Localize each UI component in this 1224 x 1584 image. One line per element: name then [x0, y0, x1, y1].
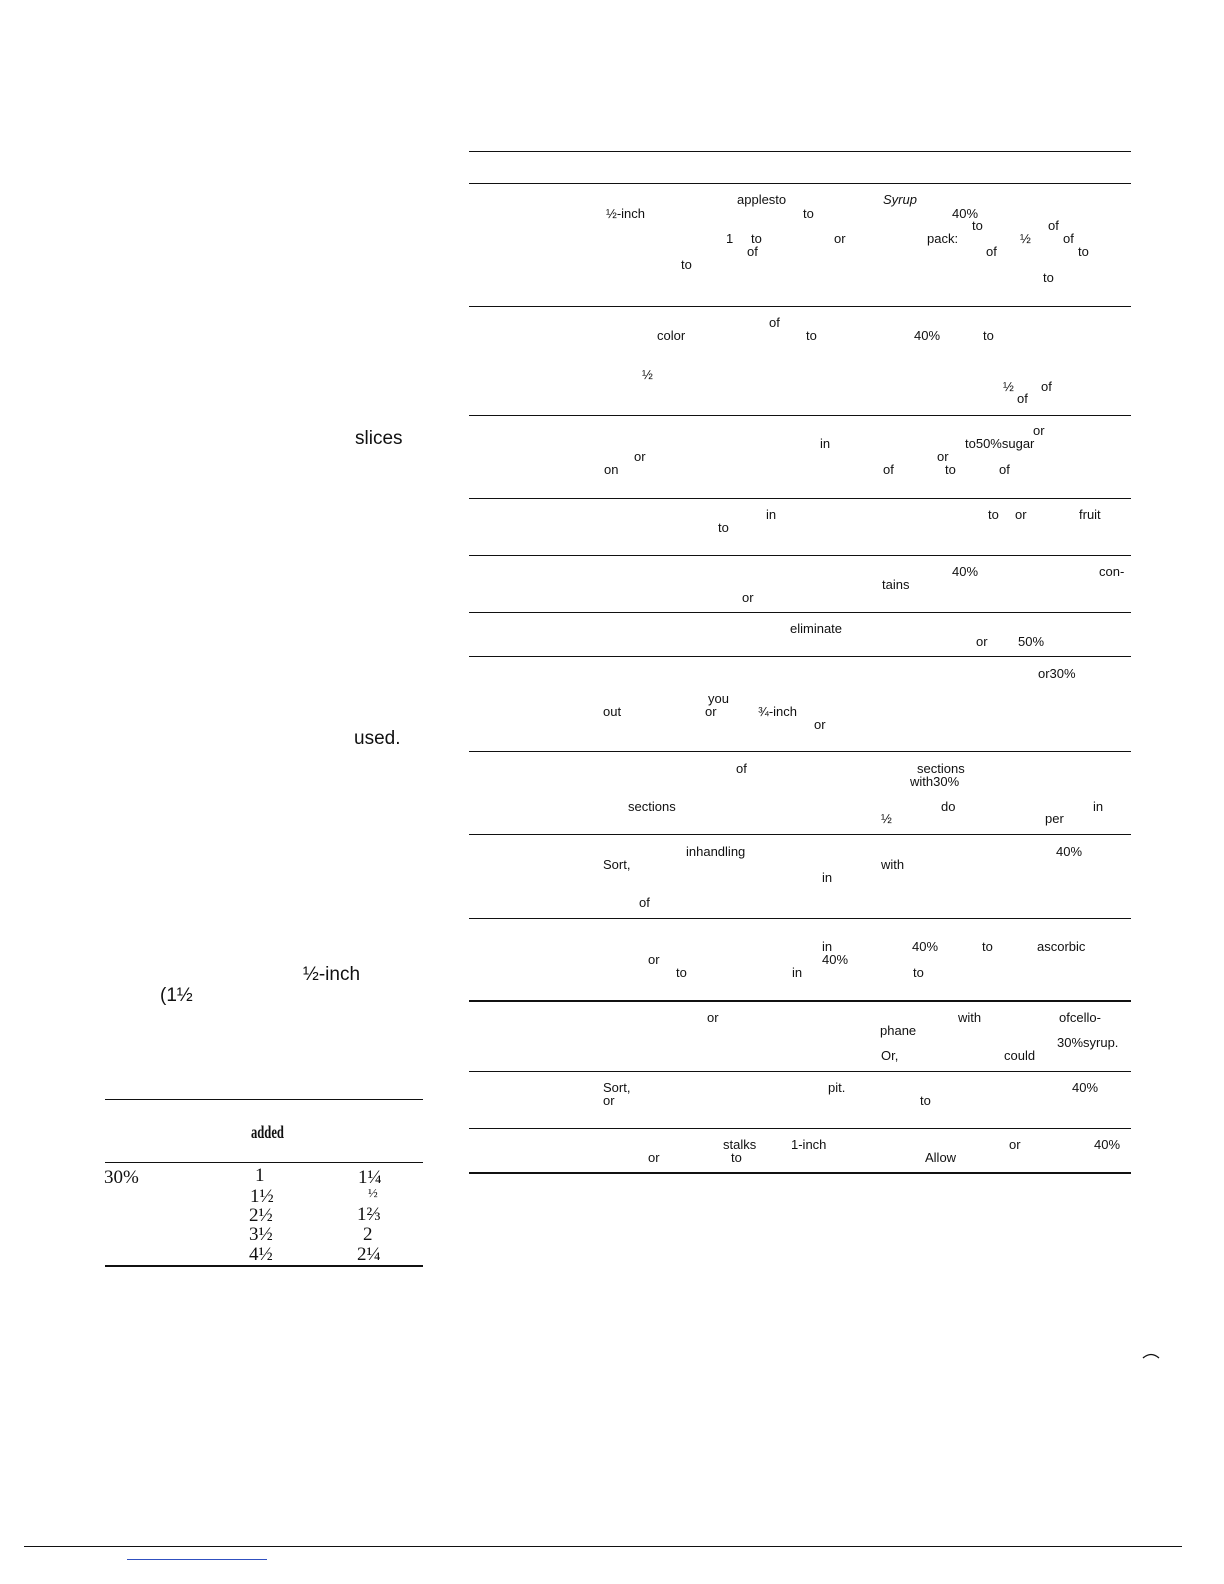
main-table-bottom-rule — [469, 1172, 1131, 1174]
row8-text: sections — [628, 799, 676, 814]
row1-text: to — [681, 257, 692, 272]
footer-rule — [24, 1546, 1182, 1547]
row13-text: or — [648, 1150, 660, 1165]
row1-text: Syrup — [883, 192, 917, 207]
row10-text: to — [676, 965, 687, 980]
row1-text: of — [747, 244, 758, 259]
main-table-row-rule — [469, 1000, 1131, 1002]
row4-text: or — [1015, 507, 1027, 522]
row7-text: or — [705, 704, 717, 719]
row13-text: Allow — [925, 1150, 957, 1165]
main-table-row-rule — [469, 306, 1131, 307]
row9-text: Sort, — [603, 857, 631, 872]
row13-text: to — [731, 1150, 742, 1165]
row1-text: to — [972, 218, 983, 233]
row8-text: do — [941, 799, 956, 814]
row5-text: 40% — [952, 564, 979, 579]
sugar-table-cell: 1¼ — [358, 1167, 382, 1188]
main-table-row-rule — [469, 612, 1131, 613]
row5-text: con- — [1099, 564, 1125, 579]
row2-text: of — [1041, 379, 1052, 394]
row1-text: applesto — [737, 192, 787, 207]
row1-text: to — [751, 231, 762, 246]
row5-text: tains — [882, 577, 910, 592]
row3-text: to — [945, 462, 956, 477]
row12-text: or — [603, 1093, 615, 1108]
row8-text: with30% — [910, 774, 960, 789]
row1-text: of — [1063, 231, 1074, 246]
row3-text: or — [634, 449, 646, 464]
left-text-used: used. — [354, 728, 401, 749]
footer-link-underline[interactable] — [127, 1559, 267, 1560]
row3-text: of — [999, 462, 1010, 477]
left-text-half-inch: ½-inch — [303, 964, 361, 985]
main-table-row-rule — [469, 415, 1131, 416]
sugar-table-cell: 1½ — [250, 1186, 274, 1207]
row10-text: to — [982, 939, 993, 954]
row5-text: or — [742, 590, 754, 605]
row10-text: ascorbic — [1037, 939, 1086, 954]
main-table-row-rule — [469, 1128, 1131, 1129]
row1-text: 40% — [952, 206, 979, 221]
main-table-row-rule — [469, 834, 1131, 835]
main-table-row-rule — [469, 751, 1131, 752]
row12-text: Sort, — [603, 1080, 631, 1095]
main-table-row-rule — [469, 498, 1131, 499]
sugar-table-top-rule — [105, 1099, 423, 1100]
row2-text: of — [1017, 391, 1028, 406]
row13-text: stalks — [723, 1137, 757, 1152]
row9-text: inhandling — [686, 844, 746, 859]
sugar-table-cell: 4½ — [249, 1244, 273, 1265]
row11-text: with — [958, 1010, 982, 1025]
sugar-table-cell: 2¼ — [357, 1244, 381, 1265]
row3-text: or — [1033, 423, 1045, 438]
row13-text: or — [1009, 1137, 1021, 1152]
row7-text: ¾-inch — [758, 704, 798, 719]
row1-text: to — [1078, 244, 1089, 259]
sugar-table-bottom-rule — [105, 1265, 423, 1267]
row12-text: to — [920, 1093, 931, 1108]
row11-text: Or, — [881, 1048, 899, 1063]
left-text-slices: slices — [355, 428, 403, 449]
row9-text: 40% — [1056, 844, 1083, 859]
row10-text: 40% — [822, 952, 849, 967]
row4-text: fruit — [1079, 507, 1101, 522]
row8-text: ½ — [881, 811, 892, 826]
row2-text: to — [806, 328, 817, 343]
sugar-table-cell: 2½ — [249, 1205, 273, 1226]
row13-text: 1-inch — [791, 1137, 827, 1152]
row7-text: or30% — [1038, 666, 1076, 681]
row11-text: could — [1004, 1048, 1036, 1063]
row9-text: of — [639, 895, 650, 910]
row7-text: you — [708, 691, 729, 706]
row3-text: to50%sugar — [965, 436, 1035, 451]
row3-text: in — [820, 436, 831, 451]
row4-text: to — [718, 520, 729, 535]
main-table-header-rule — [469, 183, 1131, 184]
row10-text: to — [913, 965, 924, 980]
main-table-row-rule — [469, 1071, 1131, 1072]
main-table-top-rule — [469, 151, 1131, 152]
row8-text: per — [1045, 811, 1064, 826]
corner-mark — [1141, 1352, 1161, 1362]
row4-text: to — [988, 507, 999, 522]
row6-text: eliminate — [790, 621, 843, 636]
main-table-row-rule — [469, 918, 1131, 919]
row8-text: of — [736, 761, 747, 776]
row10-text: in — [822, 939, 833, 954]
row1-text: or — [834, 231, 846, 246]
row1-text: of — [986, 244, 997, 259]
row2-text: 40% — [914, 328, 941, 343]
sugar-table-syrup-cell: 30% — [104, 1167, 139, 1188]
row10-text: 40% — [912, 939, 939, 954]
row3-text: of — [883, 462, 894, 477]
row10-text: in — [792, 965, 803, 980]
row1-text: to — [803, 206, 814, 221]
row8-text: sections — [917, 761, 965, 776]
row3-text: on — [604, 462, 619, 477]
row1-text: to — [1043, 270, 1054, 285]
row2-text: color — [657, 328, 686, 343]
left-text-one-and-half: (1½ — [160, 985, 193, 1006]
row7-text: out — [603, 704, 622, 719]
sugar-table-cell: 2 — [363, 1224, 373, 1245]
row11-text: 30%syrup. — [1057, 1035, 1119, 1050]
row11-text: phane — [880, 1023, 917, 1038]
row1-text: of — [1048, 218, 1059, 233]
row8-text: in — [1093, 799, 1104, 814]
row2-text: of — [769, 315, 780, 330]
row10-text: or — [648, 952, 660, 967]
row2-text: ½ — [1003, 379, 1014, 394]
sugar-table-cell: 1⅔ — [357, 1204, 381, 1225]
row2-text: ½ — [642, 367, 653, 382]
row6-text: or — [976, 634, 988, 649]
sugar-table-header: added — [251, 1122, 284, 1142]
main-table-row-rule — [469, 656, 1131, 657]
row9-text: in — [822, 870, 833, 885]
sugar-table-cell: 1 — [255, 1165, 265, 1186]
row1-text: pack: — [927, 231, 959, 246]
row6-text: 50% — [1018, 634, 1045, 649]
row12-text: pit. — [828, 1080, 846, 1095]
row12-text: 40% — [1072, 1080, 1099, 1095]
row7-text: or — [814, 717, 826, 732]
row1-text: 1 — [726, 231, 734, 246]
sugar-table-header-rule — [105, 1162, 423, 1163]
main-table-row-rule — [469, 555, 1131, 556]
row4-text: in — [766, 507, 777, 522]
sugar-table-cell: 3½ — [249, 1224, 273, 1245]
row1-text: ½-inch — [606, 206, 646, 221]
row11-text: or — [707, 1010, 719, 1025]
row13-text: 40% — [1094, 1137, 1121, 1152]
row1-text: ½ — [1020, 231, 1031, 246]
row3-text: or — [937, 449, 949, 464]
row9-text: with — [881, 857, 905, 872]
sugar-table-cell: ½ — [368, 1185, 378, 1200]
row2-text: to — [983, 328, 994, 343]
row11-text: ofcello- — [1059, 1010, 1101, 1025]
